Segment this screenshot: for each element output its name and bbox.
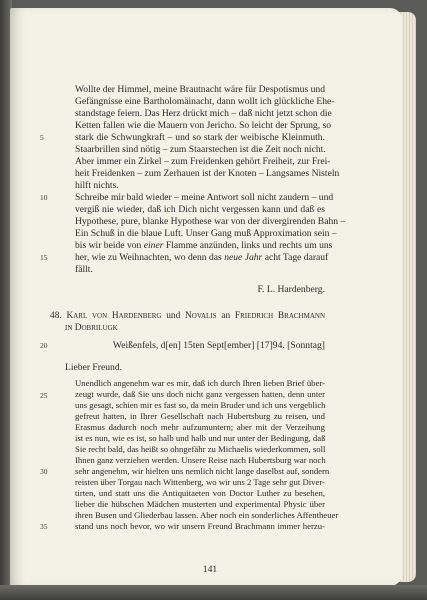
text-line: gefreut hatten, in Ihrer Gesellschaft nach Hubertsburg zu reisen, und (75, 411, 325, 421)
book-page (10, 8, 402, 586)
text-line: hilft nichts. (75, 180, 119, 191)
line-number: 15 (40, 253, 48, 262)
line-number: 10 (40, 193, 48, 202)
text-line: Aber immer ein Zirkel – zum Freidenken gehört Freiheit, zur Frei- (75, 156, 331, 167)
text-line: standstage feiern. Das Herz drückt mich – daß nicht jetzt schon die (75, 108, 332, 119)
text-line: Unendlich angenehm war es mir, daß ich durch Ihren lieben Brief über- (75, 378, 325, 388)
line-number: 35 (40, 522, 48, 531)
text-line: ist es nun, wie es ist, so halb und halb und nur unter der Bedingung, daß (75, 433, 326, 443)
text-line: heit Freidenken – zum Zerhauen ist der Knoten – Langsames Nisteln (75, 168, 340, 179)
text-line: Erasmus dadurch noch mehr aufzumuntern; aber mit der Verzeihung (75, 422, 325, 432)
letter-heading: 48. Karl von Hardenberg und Novalis an Friedrich Brachmann (50, 311, 325, 321)
text-line: Staarbrillen sind nötig – zum Staarstechen ist die Zeit noch nicht. (75, 144, 326, 155)
page-number: 141 (202, 564, 218, 575)
text-line: Ein Schuß in die blaue Luft. Unser Gang muß Approximation sein – (75, 228, 337, 239)
text-line: Sie recht bald, das heißt so ohngefähr zu Michaelis wiederkommen, soll (75, 444, 326, 454)
text-line: Ihnen ganz verziehen werden. Unsere Reise nach Hubertsburg war noch (75, 455, 326, 465)
text-line: fällt. (75, 264, 93, 275)
text-line: Wollte der Himmel, meine Brautnacht wäre für Despotismus und (75, 84, 325, 95)
text-line: bis wir beide von einer Flamme anzünden, links und rechts um uns (75, 240, 333, 251)
line-number: 5 (40, 133, 44, 142)
dateline: Weißenfels, d[en] 15ten Sept[ember] [17]94. [Sonntag] (112, 340, 325, 351)
line-number: 25 (40, 391, 48, 400)
text-line: vergiß nie wieder, daß ich Dich nicht vergessen kann und daß es (75, 204, 325, 215)
text-line: Gefängnisse eine Bartholomäinacht, dann wollt ich glückliche Ehe- (75, 96, 335, 107)
letter-heading-place: in Dobrilugk (65, 323, 118, 333)
salutation: Lieber Freund. (65, 362, 123, 373)
text-line: uns gesagt, schien mir es fast so, da mein Bruder und ich uns vergeblich (75, 400, 326, 410)
text-line: zeugt wurde, daß Sie uns doch nicht ganz vergessen hatten, denn unter (75, 389, 325, 399)
text-line: sehr angenehm, wir hielten uns nemlich nicht lange daselbst auf, sondern (75, 466, 330, 476)
text-line: Schreibe mir bald wieder – meine Antwort soll nicht zaudern – und (75, 192, 334, 203)
text-line: stark die Schwungkraft – und so stark der weibische Kleinmuth. (75, 132, 325, 143)
scan-bottom-edge (0, 585, 427, 600)
line-number: 20 (40, 341, 48, 350)
text-line: stand uns noch bevor, wo wir unsern Freund Brachmann immer herzu- (75, 521, 325, 531)
text-line: ihren Busen und Gliederbau lassen. Aber noch ein sonderliches Affentheuer (75, 510, 339, 520)
line-number: 30 (40, 467, 48, 476)
text-line: lieber die hübschen Mädchen musterten und experimental Physic über (75, 499, 325, 509)
text-line: tirten, und statt uns die Antiquitaeten von Doctor Luther zu besehen, (75, 488, 325, 498)
text-line: reisten über Torgau nach Wittenberg, wo wir uns 2 Tage sehr gut Diver- (75, 477, 325, 487)
text-line: Ketten fallen wie die Mauern von Jericho. So leicht der Sprung, so (75, 120, 332, 131)
text-line: Hypothese, pure, blanke Hypothese war von der divergirenden Bahn – (75, 216, 346, 227)
text-line: her, wie zu Weihnachten, wo denn das neue Jahr acht Tage darauf (75, 252, 329, 263)
signature: F. L. Hardenberg. (257, 284, 325, 295)
